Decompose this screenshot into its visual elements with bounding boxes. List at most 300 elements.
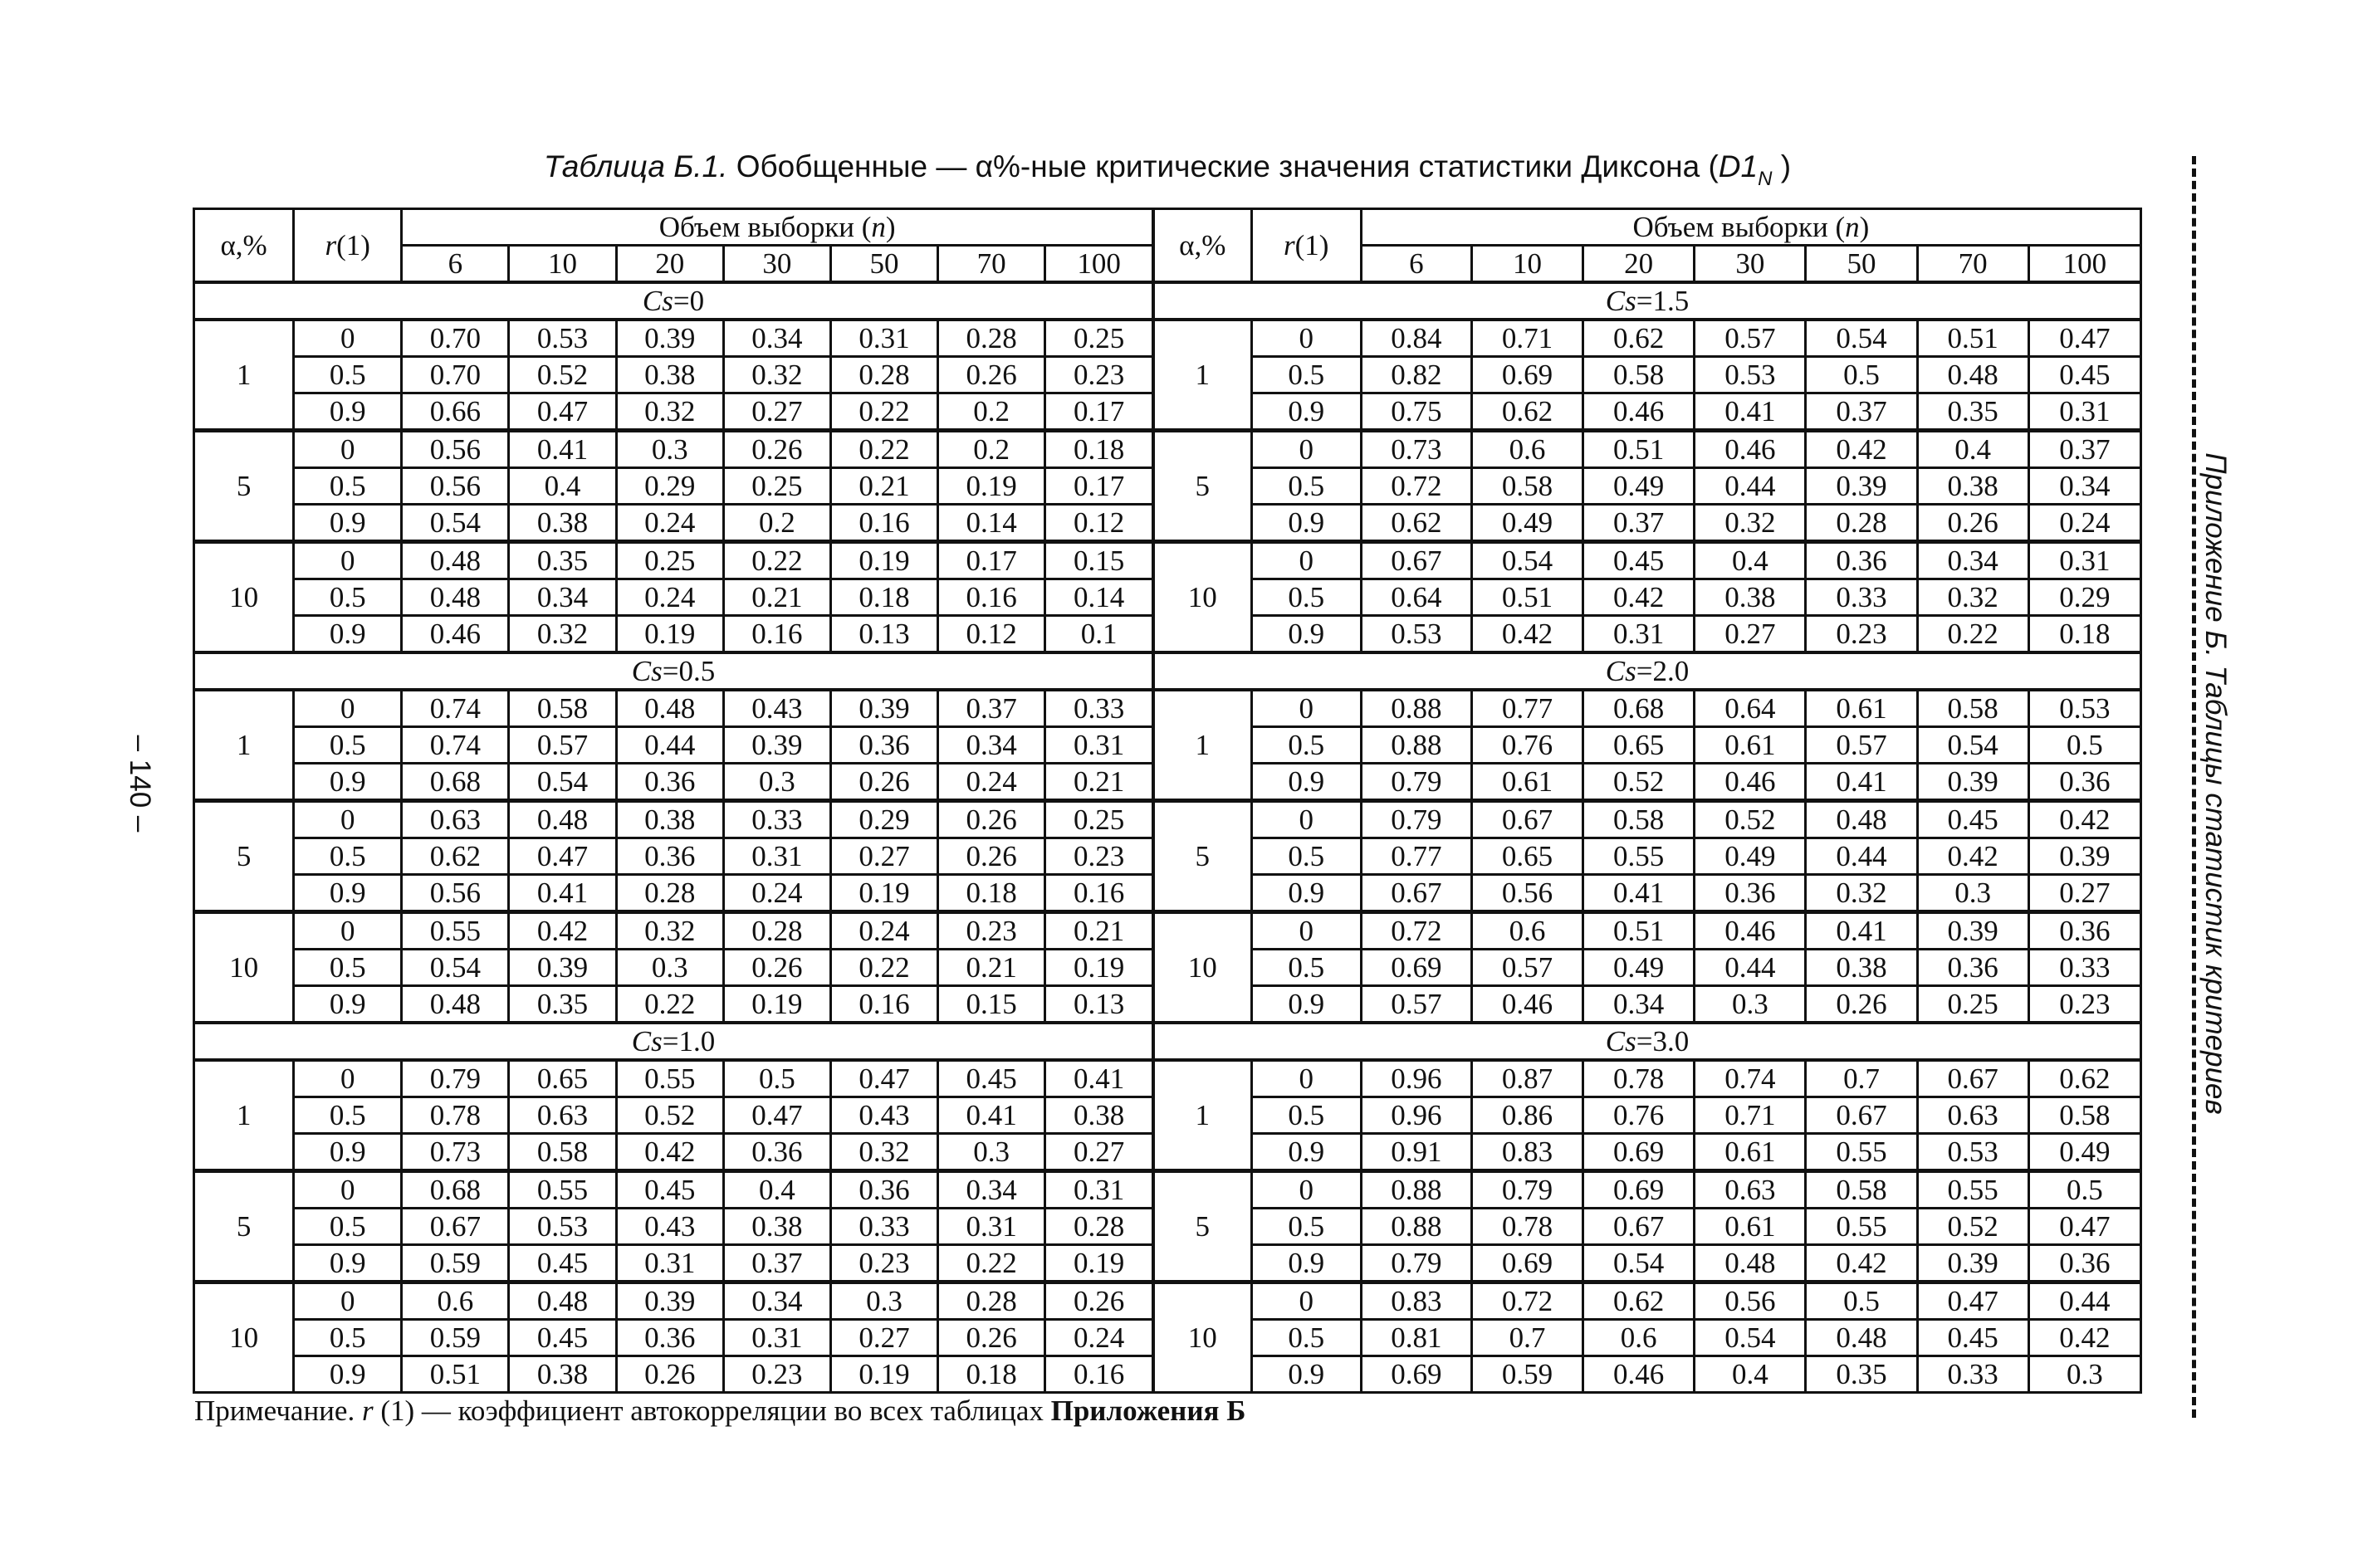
- value-cell: 0.47: [830, 1060, 937, 1097]
- note-bold: Приложения Б: [1050, 1395, 1246, 1427]
- value-cell: 0.5: [2028, 727, 2140, 764]
- value-cell: 0.28: [830, 357, 937, 393]
- value-cell: 0.46: [1583, 393, 1695, 431]
- r1-cell: 0: [294, 542, 402, 579]
- value-cell: 0.42: [2028, 801, 2140, 838]
- value-cell: 0.32: [509, 616, 616, 653]
- cs-symbol: Cs: [1605, 1025, 1636, 1058]
- value-cell: 0.26: [830, 764, 937, 801]
- value-cell: 0.35: [1806, 1356, 1917, 1393]
- value-cell: 0.22: [723, 542, 830, 579]
- r1-cell: 0.5: [1251, 468, 1361, 505]
- value-cell: 0.23: [938, 912, 1045, 950]
- value-cell: 0.51: [1917, 320, 2028, 357]
- cs-value: =0.5: [662, 655, 716, 687]
- value-cell: 0.45: [1917, 801, 2028, 838]
- value-cell: 0.26: [1045, 1282, 1153, 1320]
- r1-cell: 0.9: [1251, 986, 1361, 1023]
- value-cell: 0.25: [1917, 986, 2028, 1023]
- value-cell: 0.74: [1695, 1060, 1806, 1097]
- value-cell: 0.1: [1045, 616, 1153, 653]
- value-cell: 0.14: [1045, 579, 1153, 616]
- value-cell: 0.7: [1471, 1320, 1583, 1356]
- value-cell: 0.3: [938, 1134, 1045, 1171]
- alpha-cell: 10: [194, 542, 294, 653]
- value-cell: 0.73: [1361, 431, 1471, 468]
- value-cell: 0.83: [1471, 1134, 1583, 1171]
- value-cell: 0.16: [1045, 875, 1153, 912]
- value-cell: 0.22: [830, 950, 937, 986]
- value-cell: 0.54: [1917, 727, 2028, 764]
- header-alpha-text: α,%: [220, 229, 267, 261]
- table-row: [194, 431, 2141, 468]
- value-cell: 0.2: [938, 393, 1045, 431]
- value-cell: 0.53: [1917, 1134, 2028, 1171]
- r1-cell: 0.5: [294, 1209, 402, 1245]
- value-cell: 0.39: [1806, 468, 1917, 505]
- value-cell: 0.41: [1045, 1060, 1153, 1097]
- value-cell: 0.53: [1361, 616, 1471, 653]
- note-prefix: Примечание.: [194, 1395, 362, 1427]
- caption-prefix: Таблица Б.1.: [543, 149, 728, 183]
- value-cell: 0.17: [938, 542, 1045, 579]
- value-cell: 0.37: [1583, 505, 1695, 542]
- value-cell: 0.4: [1917, 431, 2028, 468]
- value-cell: 0.4: [723, 1171, 830, 1209]
- header-n-value: 70: [1917, 246, 2028, 283]
- value-cell: 0.51: [1583, 912, 1695, 950]
- value-cell: 0.47: [723, 1097, 830, 1134]
- value-cell: 0.24: [723, 875, 830, 912]
- value-cell: 0.4: [1695, 1356, 1806, 1393]
- value-cell: 0.63: [509, 1097, 616, 1134]
- value-cell: 0.5: [1806, 357, 1917, 393]
- value-cell: 0.43: [830, 1097, 937, 1134]
- table-row: [194, 1171, 2141, 1209]
- value-cell: 0.62: [1361, 505, 1471, 542]
- header-r-paren: (1): [1294, 229, 1329, 261]
- r1-cell: 0: [1251, 320, 1361, 357]
- value-cell: 0.44: [1695, 950, 1806, 986]
- value-cell: 0.54: [1583, 1245, 1695, 1282]
- value-cell: 0.37: [1806, 393, 1917, 431]
- value-cell: 0.51: [402, 1356, 509, 1393]
- value-cell: 0.46: [1695, 912, 1806, 950]
- value-cell: 0.25: [1045, 320, 1153, 357]
- value-cell: 0.65: [1583, 727, 1695, 764]
- value-cell: 0.22: [616, 986, 723, 1023]
- r1-cell: 0.9: [1251, 875, 1361, 912]
- value-cell: 0.42: [1806, 1245, 1917, 1282]
- value-cell: 0.44: [616, 727, 723, 764]
- value-cell: 0.18: [1045, 431, 1153, 468]
- value-cell: 0.79: [1361, 801, 1471, 838]
- value-cell: 0.6: [1471, 431, 1583, 468]
- value-cell: 0.46: [1695, 764, 1806, 801]
- value-cell: 0.43: [723, 690, 830, 727]
- value-cell: 0.57: [1806, 727, 1917, 764]
- header-r-symbol: r: [1283, 229, 1295, 261]
- page-number-text: – 140 –: [124, 735, 156, 833]
- value-cell: 0.52: [1695, 801, 1806, 838]
- value-cell: 0.22: [1917, 616, 2028, 653]
- value-cell: 0.19: [616, 616, 723, 653]
- header-n-value: 50: [1806, 246, 1917, 283]
- value-cell: 0.55: [616, 1060, 723, 1097]
- header-n-value: 20: [1583, 246, 1695, 283]
- value-cell: 0.67: [1471, 801, 1583, 838]
- value-cell: 0.37: [723, 1245, 830, 1282]
- value-cell: 0.83: [1361, 1282, 1471, 1320]
- value-cell: 0.28: [938, 1282, 1045, 1320]
- value-cell: 0.42: [1583, 579, 1695, 616]
- r1-cell: 0: [1251, 431, 1361, 468]
- value-cell: 0.46: [1471, 986, 1583, 1023]
- r1-cell: 0: [1251, 1171, 1361, 1209]
- value-cell: 0.87: [1471, 1060, 1583, 1097]
- value-cell: 0.34: [938, 727, 1045, 764]
- caption-text: Обобщенные — α%-ные критические значения статистики Диксона (: [727, 149, 1719, 183]
- value-cell: 0.61: [1806, 690, 1917, 727]
- value-cell: 0.14: [938, 505, 1045, 542]
- header-alpha-text: α,%: [1179, 229, 1226, 261]
- value-cell: 0.78: [1471, 1209, 1583, 1245]
- value-cell: 0.54: [1695, 1320, 1806, 1356]
- value-cell: 0.24: [830, 912, 937, 950]
- value-cell: 0.42: [616, 1134, 723, 1171]
- value-cell: 0.18: [938, 1356, 1045, 1393]
- cs-value: =2.0: [1636, 655, 1690, 687]
- value-cell: 0.34: [2028, 468, 2140, 505]
- r1-cell: 0.5: [294, 357, 402, 393]
- section-label: [194, 1023, 1153, 1060]
- section-label: [194, 282, 1153, 320]
- alpha-cell: 10: [1153, 542, 1251, 653]
- value-cell: 0.21: [723, 579, 830, 616]
- value-cell: 0.41: [1806, 912, 1917, 950]
- value-cell: 0.45: [1583, 542, 1695, 579]
- value-cell: 0.72: [1361, 468, 1471, 505]
- value-cell: 0.54: [402, 950, 509, 986]
- value-cell: 0.36: [616, 764, 723, 801]
- value-cell: 0.79: [1471, 1171, 1583, 1209]
- value-cell: 0.34: [509, 579, 616, 616]
- header-n-value: 50: [830, 246, 937, 283]
- value-cell: 0.70: [402, 357, 509, 393]
- table-row: [194, 912, 2141, 950]
- r1-cell: 0.9: [294, 1134, 402, 1171]
- value-cell: 0.63: [1695, 1171, 1806, 1209]
- section-label: [1153, 282, 2141, 320]
- value-cell: 0.46: [1583, 1356, 1695, 1393]
- table-row: [194, 1282, 2141, 1320]
- value-cell: 0.24: [2028, 505, 2140, 542]
- value-cell: 0.26: [938, 1320, 1045, 1356]
- value-cell: 0.48: [509, 1282, 616, 1320]
- value-cell: 0.41: [938, 1097, 1045, 1134]
- value-cell: 0.51: [1583, 431, 1695, 468]
- value-cell: 0.32: [616, 393, 723, 431]
- value-cell: 0.6: [1471, 912, 1583, 950]
- value-cell: 0.69: [1361, 950, 1471, 986]
- alpha-cell: 1: [1153, 690, 1251, 801]
- value-cell: 0.39: [616, 1282, 723, 1320]
- value-cell: 0.47: [1917, 1282, 2028, 1320]
- value-cell: 0.3: [723, 764, 830, 801]
- value-cell: 0.26: [938, 838, 1045, 875]
- value-cell: 0.74: [402, 690, 509, 727]
- cs-symbol: Cs: [1605, 655, 1636, 687]
- header-sample-n: n: [871, 211, 886, 243]
- value-cell: 0.38: [1695, 579, 1806, 616]
- value-cell: 0.81: [1361, 1320, 1471, 1356]
- value-cell: 0.79: [1361, 1245, 1471, 1282]
- value-cell: 0.24: [938, 764, 1045, 801]
- value-cell: 0.48: [616, 690, 723, 727]
- header-alpha: [1153, 209, 1251, 283]
- value-cell: 0.76: [1471, 727, 1583, 764]
- header-n-value: 6: [1361, 246, 1471, 283]
- value-cell: 0.18: [2028, 616, 2140, 653]
- value-cell: 0.67: [1806, 1097, 1917, 1134]
- value-cell: 0.38: [616, 357, 723, 393]
- value-cell: 0.26: [723, 950, 830, 986]
- value-cell: 0.24: [616, 505, 723, 542]
- section-label-row: [194, 1023, 2141, 1060]
- table-caption: [193, 149, 2142, 191]
- value-cell: 0.19: [723, 986, 830, 1023]
- value-cell: 0.38: [1045, 1097, 1153, 1134]
- header-n-value: 30: [1695, 246, 1806, 283]
- r1-cell: 0: [1251, 1282, 1361, 1320]
- value-cell: 0.2: [723, 505, 830, 542]
- value-cell: 0.32: [1917, 579, 2028, 616]
- r1-cell: 0.9: [294, 505, 402, 542]
- section-label-row: [194, 652, 2141, 690]
- header-n-value: 100: [1045, 246, 1153, 283]
- value-cell: 0.35: [509, 542, 616, 579]
- value-cell: 0.65: [509, 1060, 616, 1097]
- header-sample-close: ): [885, 211, 896, 243]
- r1-cell: 0.9: [1251, 764, 1361, 801]
- cs-value: =1.5: [1636, 285, 1690, 317]
- value-cell: 0.43: [616, 1209, 723, 1245]
- value-cell: 0.67: [1917, 1060, 2028, 1097]
- value-cell: 0.12: [1045, 505, 1153, 542]
- value-cell: 0.54: [509, 764, 616, 801]
- cs-value: =0: [673, 285, 705, 317]
- value-cell: 0.96: [1361, 1097, 1471, 1134]
- value-cell: 0.38: [1806, 950, 1917, 986]
- value-cell: 0.26: [938, 357, 1045, 393]
- value-cell: 0.25: [1045, 801, 1153, 838]
- value-cell: 0.25: [723, 468, 830, 505]
- value-cell: 0.27: [1695, 616, 1806, 653]
- r1-cell: 0.9: [294, 1245, 402, 1282]
- value-cell: 0.79: [402, 1060, 509, 1097]
- r1-cell: 0.5: [294, 468, 402, 505]
- r1-cell: 0.5: [1251, 950, 1361, 986]
- r1-cell: 0.5: [1251, 1209, 1361, 1245]
- value-cell: 0.52: [1583, 764, 1695, 801]
- r1-cell: 0.9: [1251, 1245, 1361, 1282]
- dashed-margin-line: [2192, 156, 2196, 1418]
- value-cell: 0.58: [1917, 690, 2028, 727]
- alpha-cell: 5: [194, 1171, 294, 1282]
- header-sample-text: Объем выборки (: [658, 211, 872, 243]
- value-cell: 0.47: [2028, 320, 2140, 357]
- value-cell: 0.58: [509, 690, 616, 727]
- value-cell: 0.57: [1471, 950, 1583, 986]
- value-cell: 0.53: [509, 320, 616, 357]
- value-cell: 0.26: [616, 1356, 723, 1393]
- value-cell: 0.38: [723, 1209, 830, 1245]
- value-cell: 0.47: [509, 838, 616, 875]
- value-cell: 0.31: [723, 838, 830, 875]
- value-cell: 0.54: [402, 505, 509, 542]
- r1-cell: 0.9: [1251, 1134, 1361, 1171]
- value-cell: 0.24: [1045, 1320, 1153, 1356]
- header-n-value: 30: [723, 246, 830, 283]
- value-cell: 0.63: [402, 801, 509, 838]
- value-cell: 0.26: [723, 431, 830, 468]
- r1-cell: 0: [1251, 1060, 1361, 1097]
- value-cell: 0.6: [1583, 1320, 1695, 1356]
- value-cell: 0.2: [938, 431, 1045, 468]
- header-n-value: 100: [2028, 246, 2140, 283]
- value-cell: 0.23: [1045, 357, 1153, 393]
- value-cell: 0.48: [1806, 1320, 1917, 1356]
- value-cell: 0.48: [1917, 357, 2028, 393]
- value-cell: 0.33: [1917, 1356, 2028, 1393]
- cs-symbol: Cs: [642, 285, 673, 317]
- r1-cell: 0.9: [1251, 1356, 1361, 1393]
- caption-stat: D1: [1718, 149, 1759, 183]
- value-cell: 0.28: [1045, 1209, 1153, 1245]
- value-cell: 0.42: [1917, 838, 2028, 875]
- value-cell: 0.68: [1583, 690, 1695, 727]
- value-cell: 0.31: [1045, 1171, 1153, 1209]
- value-cell: 0.56: [402, 468, 509, 505]
- r1-cell: 0.5: [1251, 579, 1361, 616]
- value-cell: 0.35: [1917, 393, 2028, 431]
- value-cell: 0.41: [509, 431, 616, 468]
- value-cell: 0.78: [1583, 1060, 1695, 1097]
- value-cell: 0.48: [402, 542, 509, 579]
- value-cell: 0.47: [2028, 1209, 2140, 1245]
- value-cell: 0.39: [830, 690, 937, 727]
- value-cell: 0.36: [2028, 1245, 2140, 1282]
- value-cell: 0.17: [1045, 393, 1153, 431]
- r1-cell: 0: [1251, 912, 1361, 950]
- r1-cell: 0: [294, 912, 402, 950]
- r1-cell: 0.5: [294, 727, 402, 764]
- value-cell: 0.49: [1471, 505, 1583, 542]
- value-cell: 0.19: [1045, 950, 1153, 986]
- header-n-value: 70: [938, 246, 1045, 283]
- value-cell: 0.31: [723, 1320, 830, 1356]
- value-cell: 0.19: [830, 1356, 937, 1393]
- table-row: [194, 690, 2141, 727]
- value-cell: 0.28: [616, 875, 723, 912]
- value-cell: 0.33: [2028, 950, 2140, 986]
- value-cell: 0.31: [616, 1245, 723, 1282]
- alpha-cell: 1: [1153, 1060, 1251, 1171]
- value-cell: 0.23: [1045, 838, 1153, 875]
- r1-cell: 0: [294, 1282, 402, 1320]
- value-cell: 0.62: [1583, 320, 1695, 357]
- value-cell: 0.51: [1471, 579, 1583, 616]
- r1-cell: 0.5: [1251, 1320, 1361, 1356]
- value-cell: 0.45: [509, 1245, 616, 1282]
- value-cell: 0.67: [1583, 1209, 1695, 1245]
- value-cell: 0.27: [723, 393, 830, 431]
- value-cell: 0.77: [1361, 838, 1471, 875]
- header-n-value: 10: [1471, 246, 1583, 283]
- value-cell: 0.55: [1917, 1171, 2028, 1209]
- alpha-cell: 10: [194, 912, 294, 1023]
- value-cell: 0.26: [1917, 505, 2028, 542]
- value-cell: 0.53: [1695, 357, 1806, 393]
- value-cell: 0.39: [2028, 838, 2140, 875]
- value-cell: 0.59: [402, 1245, 509, 1282]
- value-cell: 0.45: [616, 1171, 723, 1209]
- cs-symbol: Cs: [631, 655, 663, 687]
- value-cell: 0.45: [1917, 1320, 2028, 1356]
- r1-cell: 0: [294, 320, 402, 357]
- value-cell: 0.77: [1471, 690, 1583, 727]
- value-cell: 0.36: [1695, 875, 1806, 912]
- value-cell: 0.76: [1583, 1097, 1695, 1134]
- table-row: [194, 542, 2141, 579]
- r1-cell: 0: [1251, 690, 1361, 727]
- value-cell: 0.59: [402, 1320, 509, 1356]
- header-n-value: 6: [402, 246, 509, 283]
- value-cell: 0.16: [1045, 1356, 1153, 1393]
- value-cell: 0.48: [1695, 1245, 1806, 1282]
- alpha-cell: 10: [1153, 912, 1251, 1023]
- value-cell: 0.37: [938, 690, 1045, 727]
- value-cell: 0.27: [830, 1320, 937, 1356]
- value-cell: 0.4: [1695, 542, 1806, 579]
- value-cell: 0.16: [830, 986, 937, 1023]
- alpha-cell: 10: [194, 1282, 294, 1393]
- value-cell: 0.52: [616, 1097, 723, 1134]
- section-label: [1153, 1023, 2141, 1060]
- value-cell: 0.55: [1583, 838, 1695, 875]
- value-cell: 0.67: [1361, 875, 1471, 912]
- caption-close: ): [1772, 149, 1792, 183]
- value-cell: 0.41: [1806, 764, 1917, 801]
- value-cell: 0.68: [402, 764, 509, 801]
- value-cell: 0.29: [830, 801, 937, 838]
- value-cell: 0.69: [1583, 1134, 1695, 1171]
- value-cell: 0.69: [1361, 1356, 1471, 1393]
- r1-cell: 0.5: [1251, 357, 1361, 393]
- value-cell: 0.33: [1806, 579, 1917, 616]
- value-cell: 0.44: [1806, 838, 1917, 875]
- value-cell: 0.36: [1806, 542, 1917, 579]
- alpha-cell: 1: [1153, 320, 1251, 431]
- value-cell: 0.37: [2028, 431, 2140, 468]
- r1-cell: 0.9: [1251, 393, 1361, 431]
- value-cell: 0.75: [1361, 393, 1471, 431]
- alpha-cell: 5: [194, 801, 294, 912]
- value-cell: 0.49: [2028, 1134, 2140, 1171]
- value-cell: 0.54: [1471, 542, 1583, 579]
- r1-cell: 0: [294, 1060, 402, 1097]
- value-cell: 0.61: [1471, 764, 1583, 801]
